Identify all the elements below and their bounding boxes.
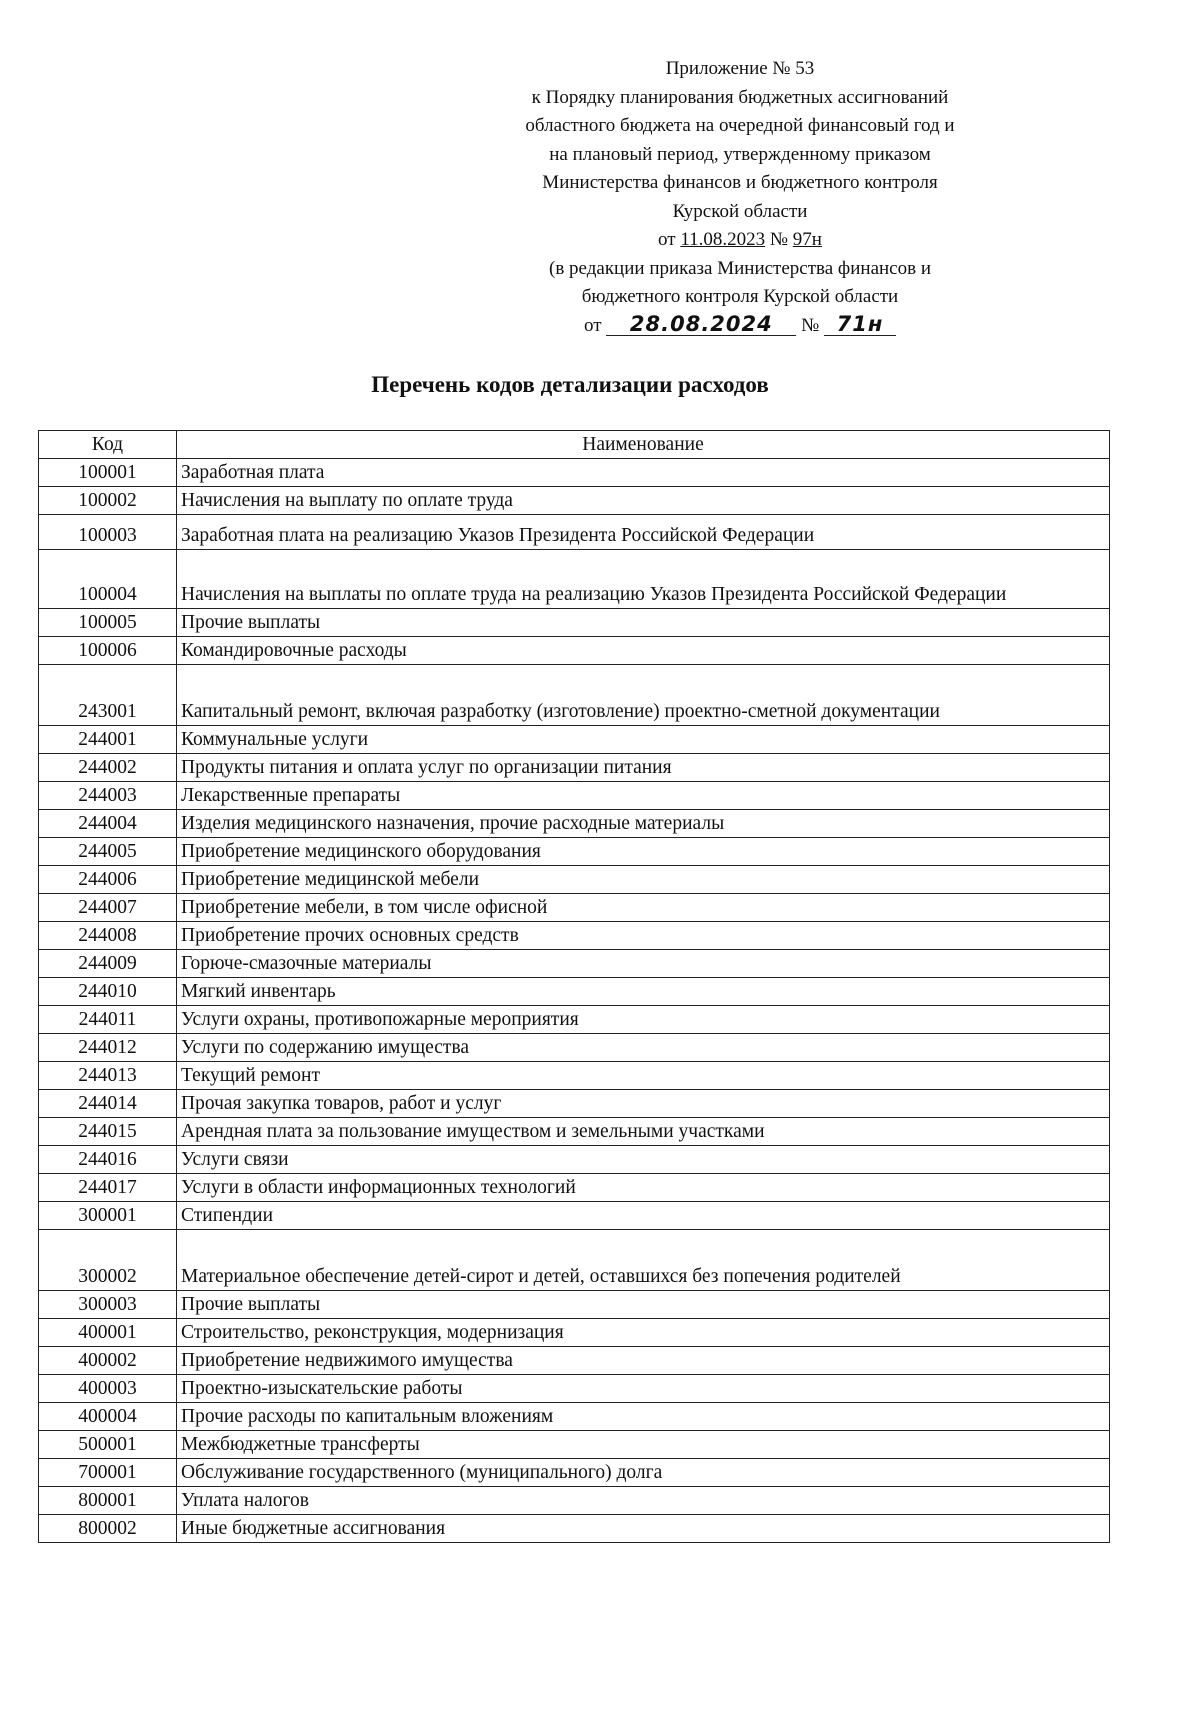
order-number-sign: № <box>769 229 789 250</box>
row-code: 100005 <box>39 609 177 637</box>
table-header-row <box>39 431 1110 459</box>
order-reference <box>470 226 1010 255</box>
row-code: 244013 <box>39 1062 177 1090</box>
appendix-line-2: областного бюджета на очередной финансовый год и <box>525 115 955 136</box>
table-row <box>39 1062 1110 1090</box>
row-name: Услуги в области информационных технологий <box>177 1174 1110 1202</box>
table-row <box>39 1006 1110 1034</box>
appendix-line-4: Министерства финансов и бюджетного контроля <box>542 172 938 193</box>
row-code: 244002 <box>39 754 177 782</box>
edition-date-handwritten: 28.08.2024 <box>606 313 796 336</box>
row-name: Услуги связи <box>177 1146 1110 1174</box>
table-row <box>39 1090 1110 1118</box>
table-row <box>39 1459 1110 1487</box>
appendix-line-3: на плановый период, утвержденному приказом <box>549 143 931 165</box>
row-name: Изделия медицинского назначения, прочие расходные материалы <box>177 810 1110 838</box>
row-name: Прочие выплаты <box>177 609 1110 637</box>
row-code: 244006 <box>39 866 177 894</box>
row-code: 244001 <box>39 726 177 754</box>
row-code: 244016 <box>39 1146 177 1174</box>
appendix-number: Приложение № 53 <box>665 58 815 79</box>
row-code: 244010 <box>39 978 177 1006</box>
row-code: 400003 <box>39 1375 177 1403</box>
table-row <box>39 550 1110 609</box>
row-code: 244009 <box>39 950 177 978</box>
order-date-prefix: от <box>658 229 676 250</box>
row-code: 300003 <box>39 1291 177 1319</box>
row-name: Приобретение медицинской мебели <box>177 866 1110 894</box>
table-row <box>39 1431 1110 1459</box>
row-code: 800001 <box>39 1487 177 1515</box>
table-row <box>39 726 1110 754</box>
table-row <box>39 838 1110 866</box>
row-code: 244004 <box>39 810 177 838</box>
row-code: 244015 <box>39 1118 177 1146</box>
table-row <box>39 866 1110 894</box>
row-name: Уплата налогов <box>177 1487 1110 1515</box>
row-code: 400004 <box>39 1403 177 1431</box>
edition-line-1: (в редакции приказа Министерства финансов и <box>549 257 931 279</box>
row-code: 300001 <box>39 1202 177 1230</box>
row-name: Иные бюджетные ассигнования <box>177 1515 1110 1543</box>
row-code: 100003 <box>39 515 177 550</box>
table-row <box>39 1403 1110 1431</box>
row-name: Стипендии <box>177 1202 1110 1230</box>
row-name: Арендная плата за пользование имуществом и земельными участками <box>177 1118 1110 1146</box>
table-row <box>39 978 1110 1006</box>
row-code: 100001 <box>39 459 177 487</box>
row-code: 100004 <box>39 550 177 609</box>
edition-reference <box>470 312 1010 341</box>
row-code: 400001 <box>39 1319 177 1347</box>
row-code: 400002 <box>39 1347 177 1375</box>
row-code: 244014 <box>39 1090 177 1118</box>
table-row <box>39 1347 1110 1375</box>
row-name: Прочие выплаты <box>177 1291 1110 1319</box>
row-name: Заработная плата <box>177 459 1110 487</box>
row-name: Приобретение мебели, в том числе офисной <box>177 894 1110 922</box>
row-code: 244007 <box>39 894 177 922</box>
expense-codes-table <box>38 430 1110 1543</box>
row-code: 244008 <box>39 922 177 950</box>
table-row <box>39 515 1110 550</box>
row-name: Строительство, реконструкция, модернизация <box>177 1319 1110 1347</box>
row-name: Горюче-смазочные материалы <box>177 950 1110 978</box>
table-row <box>39 1034 1110 1062</box>
row-name: Приобретение прочих основных средств <box>177 922 1110 950</box>
row-name: Услуги по содержанию имущества <box>177 1034 1110 1062</box>
row-code: 244005 <box>39 838 177 866</box>
row-name: Лекарственные препараты <box>177 782 1110 810</box>
row-code: 244012 <box>39 1034 177 1062</box>
row-code: 300002 <box>39 1230 177 1291</box>
row-code: 700001 <box>39 1459 177 1487</box>
edition-number-sign: № <box>801 314 820 336</box>
table-row <box>39 1118 1110 1146</box>
table-row <box>39 1375 1110 1403</box>
order-number: 97н <box>792 229 822 250</box>
row-code: 800002 <box>39 1515 177 1543</box>
appendix-line-1: к Порядку планирования бюджетных ассигнований <box>531 86 949 108</box>
table-row <box>39 1319 1110 1347</box>
table-row <box>39 810 1110 838</box>
row-name: Приобретение недвижимого имущества <box>177 1347 1110 1375</box>
row-code: 100002 <box>39 487 177 515</box>
edition-line-2: бюджетного контроля Курской области <box>581 286 899 307</box>
table-row <box>39 894 1110 922</box>
row-name: Обслуживание государственного (муниципального) долга <box>177 1459 1110 1487</box>
table-row <box>39 950 1110 978</box>
row-name: Приобретение медицинского оборудования <box>177 838 1110 866</box>
table-row <box>39 1174 1110 1202</box>
table-row <box>39 782 1110 810</box>
row-name: Заработная плата на реализацию Указов Президента Российской Федерации <box>177 515 1110 550</box>
row-code: 100006 <box>39 637 177 665</box>
row-name: Прочие расходы по капитальным вложениям <box>177 1403 1110 1431</box>
row-name: Мягкий инвентарь <box>177 978 1110 1006</box>
table-row <box>39 1202 1110 1230</box>
column-header-name: Наименование <box>177 431 1110 459</box>
appendix-line-5: Курской области <box>672 200 808 222</box>
column-header-code: Код <box>39 431 177 459</box>
table-row <box>39 459 1110 487</box>
row-code: 243001 <box>39 665 177 726</box>
row-name: Межбюджетные трансферты <box>177 1431 1110 1459</box>
table-row <box>39 637 1110 665</box>
table-row <box>39 754 1110 782</box>
row-name: Продукты питания и оплата услуг по организации питания <box>177 754 1110 782</box>
order-date: 11.08.2023 <box>680 229 766 250</box>
table-row <box>39 665 1110 726</box>
row-code: 244017 <box>39 1174 177 1202</box>
table-row <box>39 1487 1110 1515</box>
row-code: 244011 <box>39 1006 177 1034</box>
row-code: 244003 <box>39 782 177 810</box>
table-row <box>39 487 1110 515</box>
table-row <box>39 1146 1110 1174</box>
row-name: Проектно-изыскательские работы <box>177 1375 1110 1403</box>
row-name: Услуги охраны, противопожарные мероприятия <box>177 1006 1110 1034</box>
row-name: Материальное обеспечение детей-сирот и детей, оставшихся без попечения родителей <box>177 1230 1110 1291</box>
row-name: Коммунальные услуги <box>177 726 1110 754</box>
edition-date-prefix: от <box>584 314 602 336</box>
appendix-header <box>470 55 1010 340</box>
row-name: Капитальный ремонт, включая разработку (изготовление) проектно-сметной документации <box>177 665 1110 726</box>
row-name: Прочая закупка товаров, работ и услуг <box>177 1090 1110 1118</box>
row-name: Текущий ремонт <box>177 1062 1110 1090</box>
table-row <box>39 1515 1110 1543</box>
row-code: 500001 <box>39 1431 177 1459</box>
table-row <box>39 1291 1110 1319</box>
row-name: Начисления на выплату по оплате труда <box>177 487 1110 515</box>
row-name: Начисления на выплаты по оплате труда на реализацию Указов Президента Российской Федерации <box>177 550 1110 609</box>
document-title: Перечень кодов детализации расходов <box>371 372 769 397</box>
row-name: Командировочные расходы <box>177 637 1110 665</box>
table-row <box>39 609 1110 637</box>
table-row <box>39 1230 1110 1291</box>
table-row <box>39 922 1110 950</box>
edition-number-handwritten: 71н <box>824 313 896 336</box>
